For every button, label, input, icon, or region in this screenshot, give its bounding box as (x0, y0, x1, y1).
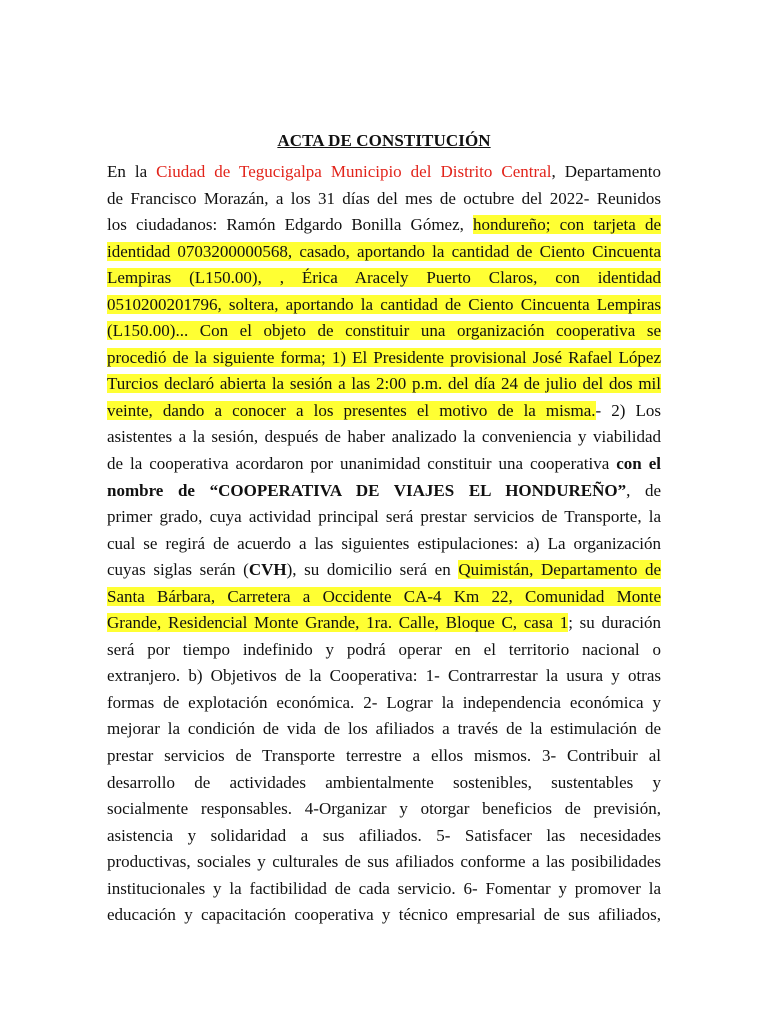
highlighted-text: Quimistán, Departamento de (458, 560, 661, 580)
body-line (107, 770, 661, 797)
body-line-text (107, 716, 661, 743)
document-body (107, 159, 661, 929)
body-line-text (107, 212, 661, 239)
text-run: , de (626, 480, 662, 500)
body-line-text (107, 690, 661, 717)
body-line (107, 823, 661, 850)
text-run: de Francisco Morazán, a los 31 días del mes de octubre del 2022- Reunidos (107, 188, 661, 208)
text-run: asistencia y solidaridad a sus afiliados. 5- Satisfacer las necesidades (107, 825, 661, 845)
body-line (107, 292, 661, 319)
red-text: Ciudad de Tegucigalpa Municipio del Distrito Central (156, 162, 552, 181)
body-line-text (107, 796, 661, 823)
body-line (107, 318, 661, 345)
body-line-text (107, 318, 661, 345)
highlighted-text: hondureño; con tarjeta de (473, 215, 661, 235)
text-run: ), su domicilio será en (286, 560, 459, 580)
body-line-text (107, 451, 661, 478)
highlighted-text: 0510200201796, soltera, aportando la cantidad de Ciento Cincuenta Lempiras (107, 294, 661, 314)
body-line (107, 743, 661, 770)
highlighted-text: Lempiras (L150.00), , Érica Aracely Puerto Claros, con identidad (107, 268, 661, 288)
body-line (107, 531, 661, 558)
body-line-text (107, 557, 661, 584)
text-run: institucionales y la factibilidad de cada servicio. 6- Fomentar y promover la (107, 878, 661, 898)
body-line-text (107, 159, 661, 186)
body-line (107, 584, 661, 611)
body-line (107, 159, 661, 186)
body-line (107, 424, 661, 451)
body-line-text (107, 345, 661, 372)
highlighted-text: procedió de la siguiente forma; 1) El Presidente provisional José Rafael López (107, 347, 661, 367)
body-line-text (107, 398, 661, 425)
body-line-text (107, 770, 661, 797)
body-line (107, 663, 661, 690)
text-run: prestar servicios de Transporte terrestre a ellos mismos. 3- Contribuir al (107, 746, 661, 766)
text-run: educación y capacitación cooperativa y técnico empresarial de sus afiliados, (107, 905, 661, 925)
body-line (107, 637, 661, 664)
bold-text: CVH (248, 560, 287, 580)
document-title: ACTA DE CONSTITUCIÓN (277, 131, 491, 150)
body-line (107, 186, 661, 213)
highlighted-text: Turcios declaró abierta la sesión a las 2:00 p.m. del día 24 de julio del dos mil (107, 374, 661, 394)
body-line-text (107, 265, 661, 292)
highlighted-text: (L150.00)... Con el objeto de constituir una organización cooperativa se (107, 321, 661, 341)
body-line (107, 716, 661, 743)
text-run: socialmente responsables. 4-Organizar y otorgar beneficios de previsión, (107, 799, 661, 819)
text-run: asistentes a la sesión, después de haber analizado la conveniencia y viabilidad (107, 427, 661, 447)
text-run: En la (107, 162, 157, 181)
body-line-text (107, 239, 661, 266)
body-line-text (107, 637, 661, 664)
body-line (107, 876, 661, 903)
text-run: productivas, sociales y culturales de sus afiliados conforme a las posibilidades (107, 852, 661, 872)
body-line-text (107, 876, 661, 903)
body-line (107, 504, 661, 531)
text-run: los ciudadanos: Ramón Edgardo Bonilla Gómez, (107, 215, 474, 235)
body-line-text (107, 743, 661, 770)
highlighted-text: identidad 0703200000568, casado, aportando la cantidad de Ciento Cincuenta (107, 241, 661, 261)
body-line-text (107, 292, 661, 319)
body-line (107, 239, 661, 266)
body-line-text (107, 478, 661, 505)
body-line-text (107, 504, 661, 531)
body-line (107, 345, 661, 372)
text-run: ; su duración (568, 613, 661, 633)
body-line-text (107, 424, 661, 451)
text-run: , Departamento (551, 162, 661, 181)
body-line (107, 849, 661, 876)
body-line (107, 557, 661, 584)
body-line-text (107, 823, 661, 850)
body-line-text (107, 610, 661, 637)
text-run: desarrollo de actividades ambientalmente sostenibles, sustentables y (107, 772, 661, 792)
text-run: mejorar la condición de vida de los afiliados a través de la estimulación de (107, 719, 661, 739)
text-run: cual se regirá de acuerdo a las siguientes estipulaciones: a) La organización (107, 533, 661, 553)
body-line-text (107, 663, 661, 690)
body-line (107, 478, 661, 505)
body-line-text (107, 531, 661, 558)
body-line (107, 212, 661, 239)
body-line (107, 610, 661, 637)
text-run: cuyas siglas serán ( (107, 560, 249, 580)
body-line (107, 902, 661, 929)
bold-text: nombre de “COOPERATIVA DE VIAJES EL HONDUREÑO” (107, 480, 627, 500)
text-run: de la cooperativa acordaron por unanimidad constituir una cooperativa (107, 454, 617, 474)
body-line (107, 451, 661, 478)
body-line-text (107, 849, 661, 876)
highlighted-text: Santa Bárbara, Carretera a Occidente CA-4 Km 22, Comunidad Monte (107, 586, 661, 606)
highlighted-text: Grande, Residencial Monte Grande, 1ra. Calle, Bloque C, casa 1 (107, 613, 569, 633)
body-line (107, 398, 661, 425)
text-run: - 2) Los (595, 400, 661, 420)
body-line-text (107, 584, 661, 611)
text-run: extranjero. b) Objetivos de la Cooperativa: 1- Contrarrestar la usura y otras (107, 666, 661, 686)
bold-text: con el (616, 454, 661, 474)
body-line (107, 690, 661, 717)
text-run: primer grado, cuya actividad principal será prestar servicios de Transporte, la (107, 507, 661, 527)
body-line-text (107, 371, 661, 398)
body-line-text (107, 902, 661, 929)
body-line (107, 796, 661, 823)
body-line-text (107, 186, 661, 213)
text-run: será por tiempo indefinido y podrá operar en el territorio nacional o (107, 639, 661, 659)
text-run: formas de explotación económica. 2- Lograr la independencia económica y (107, 692, 661, 712)
body-line (107, 265, 661, 292)
body-line (107, 371, 661, 398)
highlighted-text: veinte, dando a conocer a los presentes el motivo de la misma. (107, 400, 596, 420)
